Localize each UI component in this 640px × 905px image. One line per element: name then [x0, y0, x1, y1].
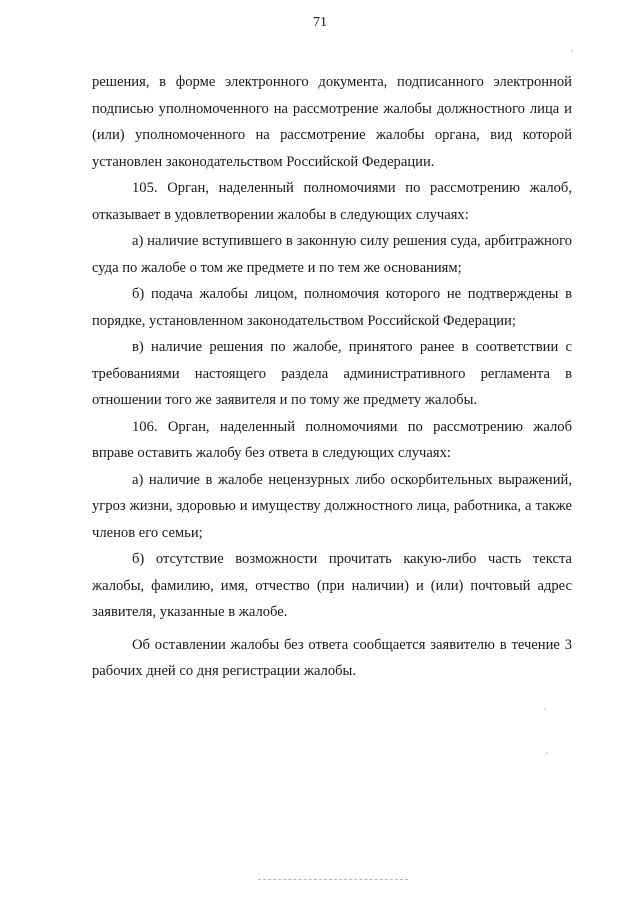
scan-speck: [546, 752, 548, 754]
paragraph-105-b: б) подача жалобы лицом, полномочия которого не подтверждены в порядке, установленном законодательством Российской Федерации;: [92, 286, 572, 329]
paragraph-106-b: б) отсутствие возможности прочитать какую-либо часть текста жалобы, фамилию, имя, отчество (при наличии) и (или) почтовый адрес заявителя, указанные в жалобе.: [92, 551, 572, 620]
paragraph-106: 106. Орган, наделенный полномочиями по рассмотрению жалоб вправе оставить жалобу без ответа в следующих случаях:: [92, 418, 572, 461]
paragraph-105: 105. Орган, наделенный полномочиями по рассмотрению жалоб, отказывает в удовлетворении жалобы в следующих случаях:: [92, 180, 572, 223]
scan-speck: [571, 50, 573, 52]
scan-speck: [544, 708, 546, 710]
paragraph-106-a: а) наличие в жалобе нецензурных либо оскорбительных выражений, угроз жизни, здоровью и имуществу должностного лица, работника, а также членов его семьи;: [92, 471, 572, 541]
page-number: 71: [313, 15, 327, 30]
paragraph-105-v: в) наличие решения по жалобе, принятого ранее в соответствии с требованиями настоящего раздела административного регламента в отношении того же заявителя и по тому же предмету жалобы.: [92, 339, 572, 408]
document-body: [92, 69, 572, 685]
paragraph-closing: Об оставлении жалобы без ответа сообщается заявителю в течение 3 рабочих дней со дня регистрации жалобы.: [92, 636, 572, 679]
paragraph-105-a: а) наличие вступившего в законную силу решения суда, арбитражного суда по жалобе о том же предмете и по тем же основаниям;: [92, 233, 572, 276]
paragraph-continuation: решения, в форме электронного документа, подписанного электронной подписью уполномоченного на рассмотрение жалобы должностного лица и (или) уполномоченного на рассмотрение жалобы органа, вид которой установлен законодательством Российской Федерации.: [92, 74, 572, 170]
bottom-scan-rule: [258, 879, 408, 880]
